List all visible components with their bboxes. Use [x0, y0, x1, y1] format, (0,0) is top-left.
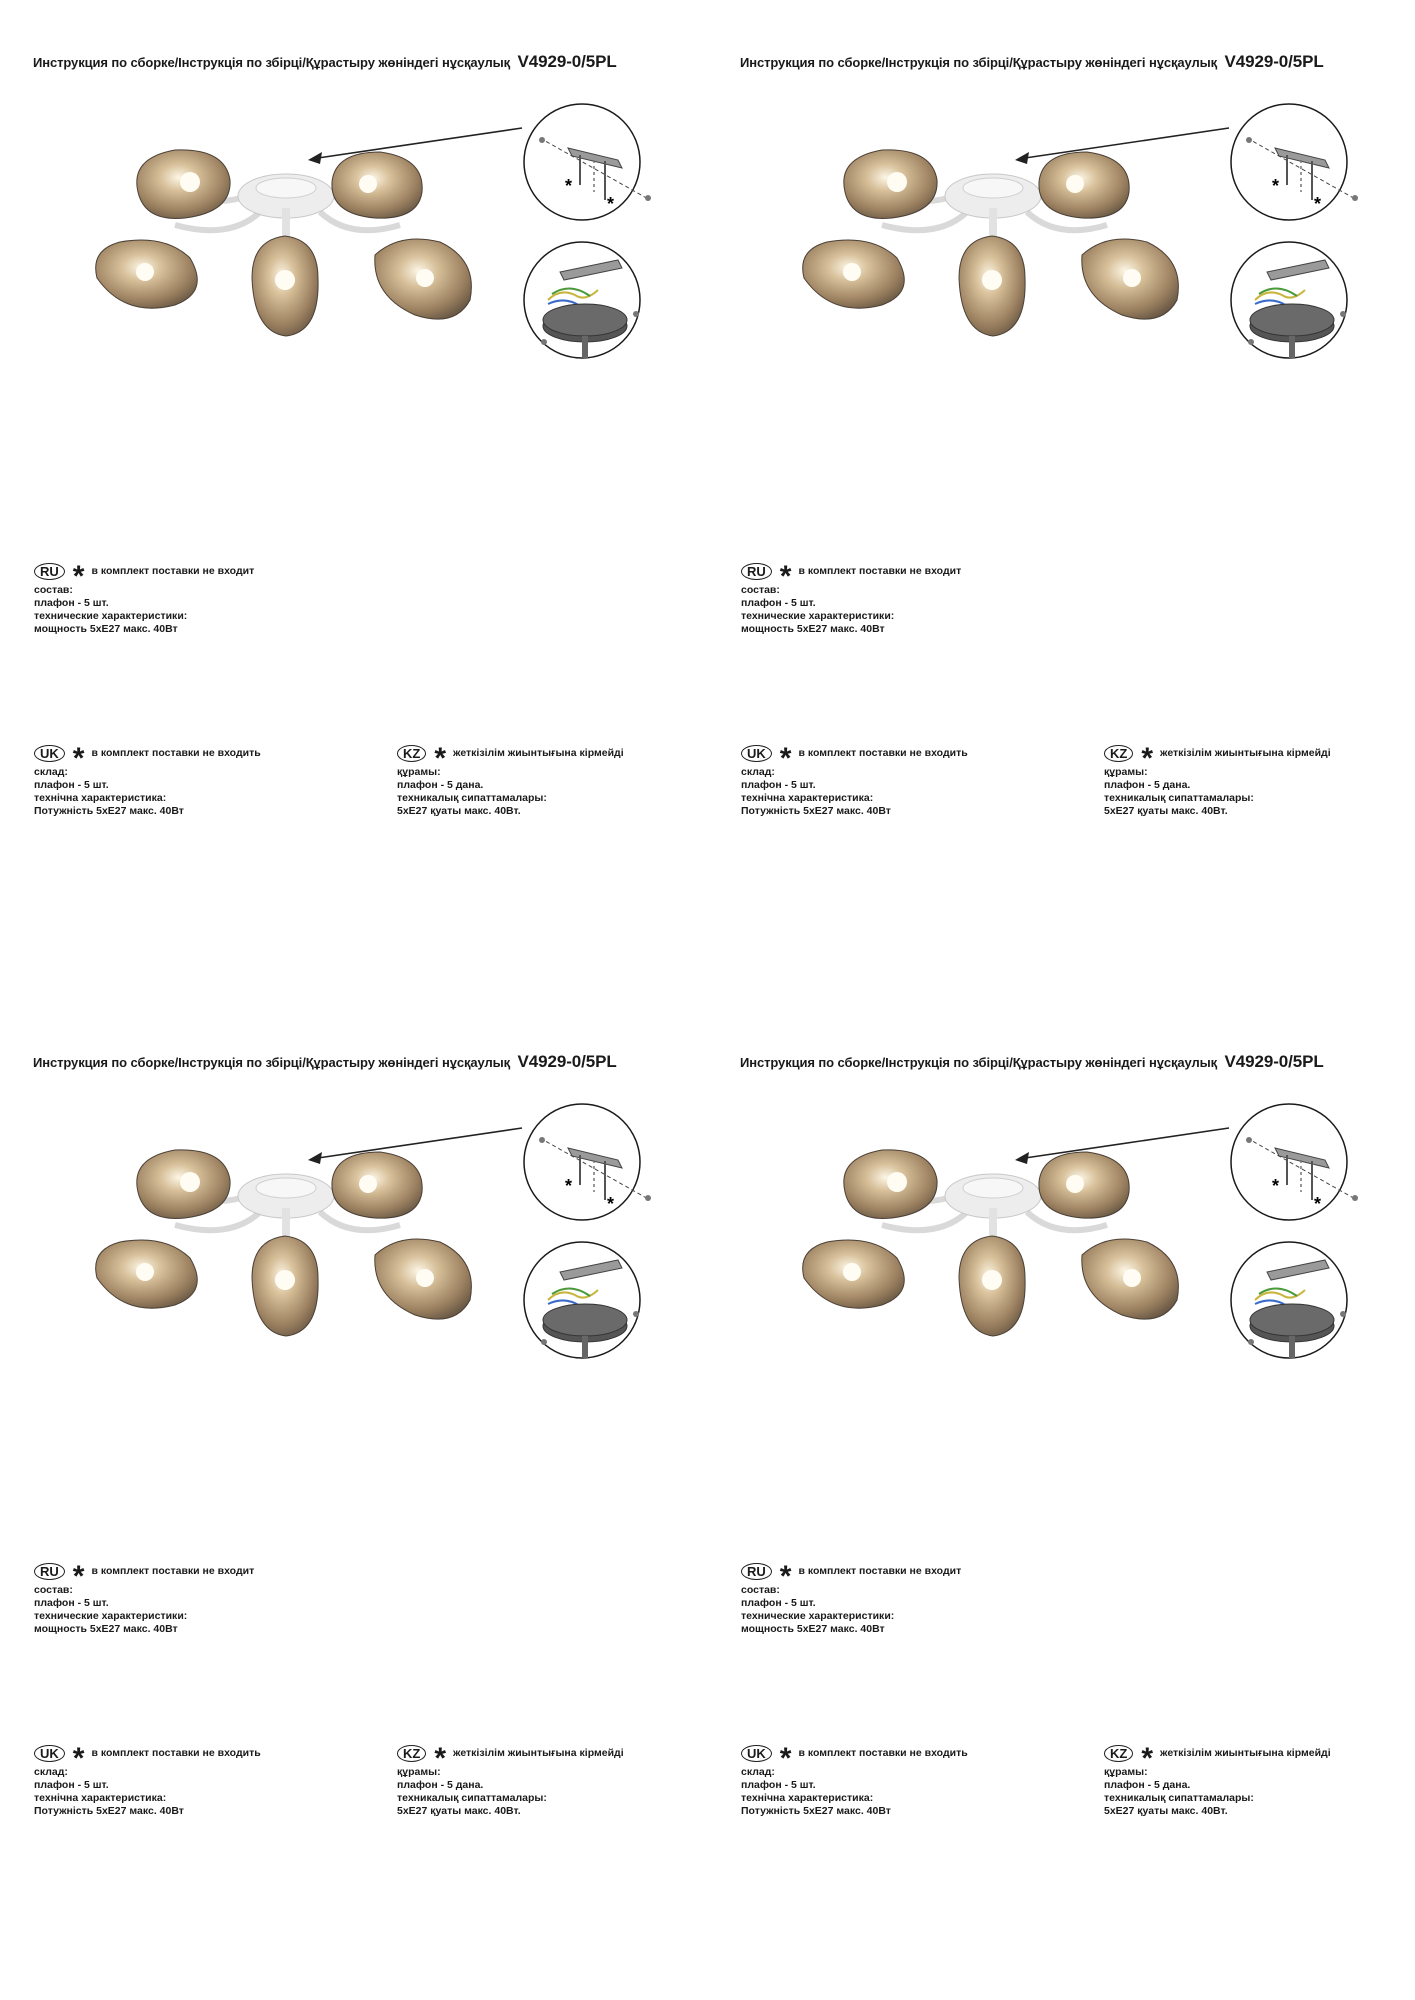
- uk-section: [34, 742, 261, 818]
- spec-line: состав:: [741, 584, 780, 596]
- spec-line: состав:: [34, 1584, 73, 1596]
- bracket-detail-circle: [524, 104, 651, 220]
- kz-section: [397, 742, 624, 818]
- wiring-detail-circle: [524, 1242, 640, 1358]
- spec-line: склад:: [741, 1766, 775, 1778]
- spec-line: құрамы:: [397, 766, 441, 778]
- chandelier-drawing: [803, 150, 1179, 336]
- asterisk-mark: *: [1272, 1176, 1280, 1196]
- kz-not-included-note: жеткізілім жиынтығына кірмейді: [1160, 1746, 1331, 1759]
- spec-line: құрамы:: [1104, 1766, 1148, 1778]
- bracket-detail-circle: [1231, 1104, 1358, 1220]
- ru-section: [741, 560, 961, 636]
- bracket-detail-circle: [524, 1104, 651, 1220]
- spec-line: Потужність 5хЕ27 макс. 40Вт: [34, 1805, 184, 1817]
- assembly-illustration: [707, 100, 1414, 420]
- asterisk-icon: *: [434, 742, 447, 775]
- spec-line: склад:: [741, 766, 775, 778]
- spec-line: плафон - 5 шт.: [34, 1779, 109, 1791]
- spec-line: 5хЕ27 қуаты макс. 40Вт.: [1104, 805, 1228, 817]
- spec-line: склад:: [34, 1766, 68, 1778]
- model-number: V4929-0/5PL: [1224, 52, 1324, 71]
- asterisk-mark: *: [607, 194, 615, 214]
- spec-line: Потужність 5хЕ27 макс. 40Вт: [34, 805, 184, 817]
- asterisk-icon: *: [434, 1742, 447, 1775]
- spec-line: плафон - 5 шт.: [34, 597, 109, 609]
- kz-section: [1104, 742, 1331, 818]
- spec-line: техникалық сипаттамалары:: [397, 792, 547, 804]
- pointer-arrow: [1015, 1128, 1229, 1164]
- spec-line: технічна характеристика:: [34, 792, 167, 804]
- kz-not-included-note: жеткізілім жиынтығына кірмейді: [453, 1746, 624, 1759]
- spec-line: состав:: [741, 1584, 780, 1596]
- illustration-area: [707, 100, 1414, 420]
- uk-not-included-note: в комплект поставки не входить: [798, 1746, 968, 1759]
- asterisk-mark: *: [565, 1176, 573, 1196]
- spec-line: технические характеристики:: [741, 1610, 895, 1622]
- uk-not-included-note: в комплект поставки не входить: [91, 1746, 261, 1759]
- ru-not-included-note: в комплект поставки не входит: [91, 1564, 255, 1577]
- spec-line: плафон - 5 дана.: [1104, 779, 1191, 791]
- uk-language-badge: UK: [34, 1745, 65, 1762]
- illustration-area: [0, 100, 707, 420]
- uk-not-included-note: в комплект поставки не входить: [798, 746, 968, 759]
- spec-line: Потужність 5хЕ27 макс. 40Вт: [741, 1805, 891, 1817]
- spec-line: техникалық сипаттамалары:: [397, 1792, 547, 1804]
- page-title: [740, 52, 1400, 72]
- spec-line: құрамы:: [1104, 766, 1148, 778]
- instruction-sheet: [0, 1000, 707, 2000]
- kz-language-badge: KZ: [1104, 745, 1133, 762]
- chandelier-drawing: [96, 150, 472, 336]
- ru-not-included-note: в комплект поставки не входит: [91, 564, 255, 577]
- spec-line: плафон - 5 шт.: [741, 1779, 816, 1791]
- spec-line: плафон - 5 шт.: [741, 779, 816, 791]
- wiring-detail-circle: [1231, 242, 1347, 358]
- ru-section: [34, 560, 254, 636]
- spec-line: мощность 5хЕ27 макс. 40Вт: [741, 1623, 885, 1635]
- spec-line: мощность 5хЕ27 макс. 40Вт: [34, 623, 178, 635]
- wiring-detail-circle: [524, 242, 640, 358]
- asterisk-icon: *: [779, 1560, 792, 1593]
- pointer-arrow: [308, 1128, 522, 1164]
- kz-not-included-note: жеткізілім жиынтығына кірмейді: [1160, 746, 1331, 759]
- spec-line: 5хЕ27 қуаты макс. 40Вт.: [1104, 1805, 1228, 1817]
- page-title: [33, 52, 693, 72]
- spec-line: плафон - 5 дана.: [1104, 1779, 1191, 1791]
- kz-language-badge: KZ: [397, 1745, 426, 1762]
- asterisk-icon: *: [779, 742, 792, 775]
- assembly-illustration: [707, 1100, 1414, 1420]
- wiring-detail-circle: [1231, 1242, 1347, 1358]
- uk-language-badge: UK: [741, 1745, 772, 1762]
- title-text: Инструкция по сборке/Інструкція по збірці/Құрастыру жөніндегі нұсқаулық: [740, 55, 1218, 70]
- spec-line: технические характеристики:: [34, 610, 188, 622]
- uk-not-included-note: в комплект поставки не входить: [91, 746, 261, 759]
- illustration-area: [0, 1100, 707, 1420]
- spec-line: Потужність 5хЕ27 макс. 40Вт: [741, 805, 891, 817]
- asterisk-mark: *: [1314, 1194, 1322, 1214]
- spec-line: технические характеристики:: [741, 610, 895, 622]
- asterisk-icon: *: [779, 1742, 792, 1775]
- spec-line: мощность 5хЕ27 макс. 40Вт: [741, 623, 885, 635]
- model-number: V4929-0/5PL: [517, 1052, 617, 1071]
- asterisk-icon: *: [72, 742, 85, 775]
- kz-section: [1104, 1742, 1331, 1818]
- bracket-detail-circle: [1231, 104, 1358, 220]
- kz-not-included-note: жеткізілім жиынтығына кірмейді: [453, 746, 624, 759]
- model-number: V4929-0/5PL: [1224, 1052, 1324, 1071]
- ru-section: [741, 1560, 961, 1636]
- uk-language-badge: UK: [34, 745, 65, 762]
- asterisk-icon: *: [72, 560, 85, 593]
- instruction-sheet: [0, 0, 707, 1000]
- spec-line: техникалық сипаттамалары:: [1104, 1792, 1254, 1804]
- assembly-illustration: [0, 100, 707, 420]
- spec-line: плафон - 5 шт.: [34, 1597, 109, 1609]
- uk-language-badge: UK: [741, 745, 772, 762]
- title-text: Инструкция по сборке/Інструкція по збірці/Құрастыру жөніндегі нұсқаулық: [33, 55, 511, 70]
- chandelier-drawing: [803, 1150, 1179, 1336]
- ru-not-included-note: в комплект поставки не входит: [798, 564, 962, 577]
- spec-line: 5хЕ27 қуаты макс. 40Вт.: [397, 1805, 521, 1817]
- kz-language-badge: KZ: [397, 745, 426, 762]
- spec-line: мощность 5хЕ27 макс. 40Вт: [34, 1623, 178, 1635]
- instruction-sheet: [707, 0, 1414, 1000]
- chandelier-drawing: [96, 1150, 472, 1336]
- asterisk-icon: *: [1141, 742, 1154, 775]
- ru-section: [34, 1560, 254, 1636]
- spec-line: технічна характеристика:: [34, 1792, 167, 1804]
- ru-language-badge: RU: [34, 563, 65, 580]
- asterisk-mark: *: [607, 1194, 615, 1214]
- spec-line: техникалық сипаттамалары:: [1104, 792, 1254, 804]
- spec-line: плафон - 5 дана.: [397, 1779, 484, 1791]
- spec-line: технические характеристики:: [34, 1610, 188, 1622]
- ru-not-included-note: в комплект поставки не входит: [798, 1564, 962, 1577]
- pointer-arrow: [308, 128, 522, 164]
- spec-line: технічна характеристика:: [741, 1792, 874, 1804]
- kz-section: [397, 1742, 624, 1818]
- spec-line: плафон - 5 дана.: [397, 779, 484, 791]
- uk-section: [741, 1742, 968, 1818]
- asterisk-icon: *: [72, 1742, 85, 1775]
- spec-line: технічна характеристика:: [741, 792, 874, 804]
- spec-line: плафон - 5 шт.: [34, 779, 109, 791]
- assembly-illustration: [0, 1100, 707, 1420]
- kz-language-badge: KZ: [1104, 1745, 1133, 1762]
- title-text: Инструкция по сборке/Інструкція по збірці/Құрастыру жөніндегі нұсқаулық: [740, 1055, 1218, 1070]
- spec-line: плафон - 5 шт.: [741, 597, 816, 609]
- instruction-sheet: [707, 1000, 1414, 2000]
- model-number: V4929-0/5PL: [517, 52, 617, 71]
- ru-language-badge: RU: [741, 563, 772, 580]
- ru-language-badge: RU: [34, 1563, 65, 1580]
- asterisk-icon: *: [1141, 1742, 1154, 1775]
- spec-line: плафон - 5 шт.: [741, 1597, 816, 1609]
- uk-section: [34, 1742, 261, 1818]
- asterisk-icon: *: [72, 1560, 85, 1593]
- uk-section: [741, 742, 968, 818]
- page-title: [33, 1052, 693, 1072]
- ru-language-badge: RU: [741, 1563, 772, 1580]
- title-text: Инструкция по сборке/Інструкція по збірці/Құрастыру жөніндегі нұсқаулық: [33, 1055, 511, 1070]
- asterisk-mark: *: [1272, 176, 1280, 196]
- spec-line: құрамы:: [397, 1766, 441, 1778]
- illustration-area: [707, 1100, 1414, 1420]
- asterisk-icon: *: [779, 560, 792, 593]
- spec-line: 5хЕ27 қуаты макс. 40Вт.: [397, 805, 521, 817]
- spec-line: состав:: [34, 584, 73, 596]
- pointer-arrow: [1015, 128, 1229, 164]
- asterisk-mark: *: [1314, 194, 1322, 214]
- page-title: [740, 1052, 1400, 1072]
- asterisk-mark: *: [565, 176, 573, 196]
- spec-line: склад:: [34, 766, 68, 778]
